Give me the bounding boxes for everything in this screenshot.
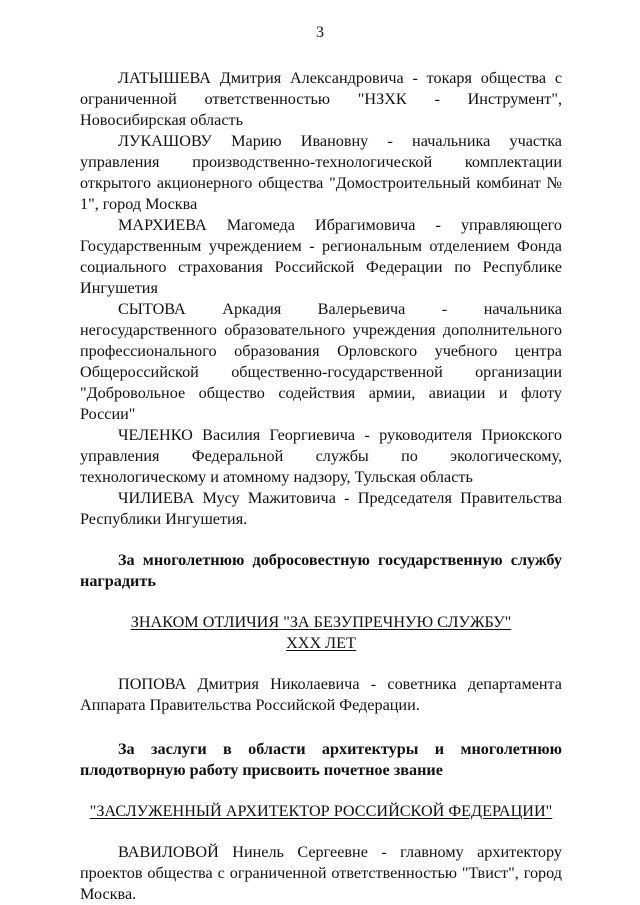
entry-text: Василия Георгиевича - руководителя Приокского управления Федеральной службы по экологическому, технологическому и атомному надзору, Тульская область	[80, 426, 563, 486]
honorary-title-heading: За заслуги в области архитектуры и многолетнюю плодотворную работу присвоить почетное звание	[80, 740, 562, 779]
entry-surname: ЧЕЛЕНКО	[118, 426, 193, 444]
award-entry	[80, 425, 562, 488]
entry-text: Марию Ивановну - начальника участка управления производственно-технологической комплектации открытого акционерного общества "Домостроительный комбинат № 1", город Москва	[80, 132, 562, 213]
entry-text: Нинель Сергеевне - главному архитектору проектов общества с ограниченной ответственностью "Твист", город Москва.	[80, 843, 562, 903]
page-number: 3	[316, 24, 324, 41]
honorary-title-name: "ЗАСЛУЖЕННЫЙ АРХИТЕКТОР РОССИЙСКОЙ ФЕДЕРАЦИИ"	[89, 802, 553, 820]
award-entry	[80, 842, 562, 905]
award-entry	[80, 131, 562, 215]
award-title-line2: XXX ЛЕТ	[286, 634, 356, 652]
entry-surname: ЛАТЫШЕВА	[118, 69, 211, 87]
entry-text: Магомеда Ибрагимовича - управляющего Государственным учреждением - региональным отделением Фонда социального страхования Российской Федерации по Республике Ингушетия	[80, 216, 563, 297]
entry-text: Дмитрия Александровича - токаря общества с ограниченной ответственностью "НЗХК - Инструмент", Новосибирская область	[80, 69, 562, 129]
award-entry	[80, 215, 562, 299]
entry-text: Мусу Мажитовича - Председателя Правительства Республики Ингушетия.	[80, 489, 563, 528]
entry-surname: ВАВИЛОВОЙ	[118, 843, 219, 861]
service-award-heading: За многолетнюю добросовестную государственную службу наградить	[80, 551, 562, 590]
award-entry	[80, 488, 562, 530]
entry-surname: ЛУКАШОВУ	[118, 132, 212, 150]
document-body	[80, 68, 562, 905]
entry-surname: СЫТОВА	[118, 300, 186, 318]
entry-surname: ЧИЛИЕВА	[118, 489, 195, 507]
award-entry	[80, 68, 562, 131]
award-entry	[80, 674, 562, 716]
entry-text: Дмитрия Николаевича - советника департамента Аппарата Правительства Российской Федерации.	[80, 675, 562, 714]
award-entry	[80, 299, 562, 425]
entry-surname: МАРХИЕВА	[118, 216, 207, 234]
entry-surname: ПОПОВА	[118, 675, 187, 693]
award-title-line1: ЗНАКОМ ОТЛИЧИЯ "ЗА БЕЗУПРЕЧНУЮ СЛУЖБУ"	[130, 613, 512, 631]
entry-text: Аркадия Валерьевича - начальника негосударственного образовательного учреждения дополнительного профессионального образования Орловского учебного центра Общероссийской общественно-государственной организации "Добровольное общество содействия армии, авиации и флоту России"	[80, 300, 562, 423]
